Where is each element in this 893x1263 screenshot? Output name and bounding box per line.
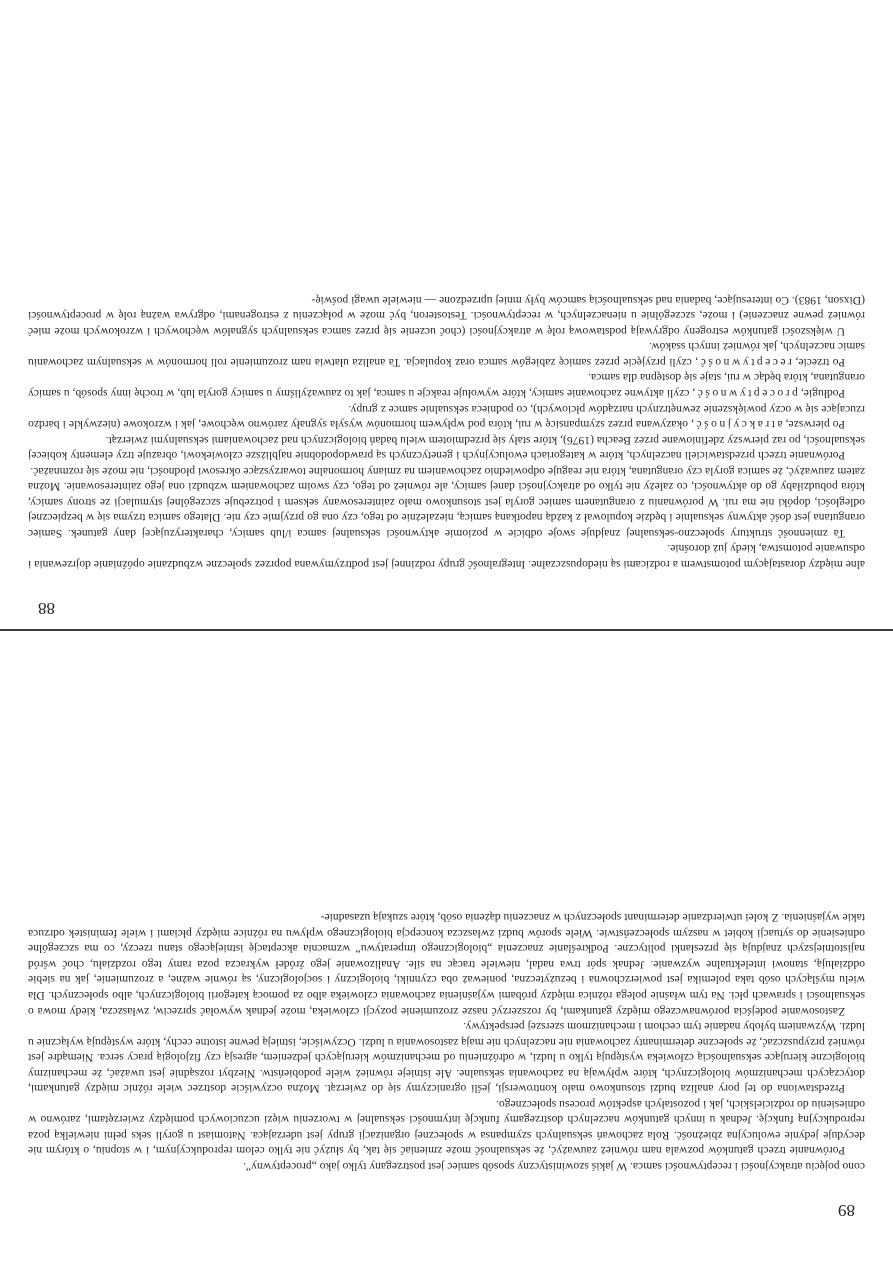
page-89 — [28, 642, 865, 1224]
paragraph — [28, 401, 865, 432]
paragraph: cono pojęciu atrakcyjności i receptywności samca. W jakiś szowinistyczny sposób samiec jest postrzegany tylko jako „proceptywny”. — [243, 1160, 865, 1173]
page-body-text — [28, 646, 865, 1174]
term-proceptywnosc: proceptywność — [695, 386, 798, 400]
paragraph-lead: Podługie, — [797, 386, 845, 400]
page-number: 88 — [38, 599, 55, 618]
paragraph-rest: , okazywana przez szympansicę w rui, która pod wpływem hormonów wysyła sygnały zarówno węchowe, jak i wzrokowe (niezwykle i bardzo rzucające się w oczy powiększenie zewnętrznych narządów płciowych), co podnieca seksualnie samce z grupy. — [28, 402, 865, 432]
term-receptywnosc: receptywność — [698, 355, 792, 369]
paragraph: U większości gatunków estrogeny odgrywają podstawową rolę w atrakcyjności (choć uczenie się przez samca seksualnych sygnałów węchowych i wzrokowych może mieć również pewne znaczenie) i może, szczególnie u nienaczelnych, w receptywności. Testosteron, być może w połączeniu z estrogenami, odgrywa ważną rolę w proceptywności (Dixson, 1983). Co interesujące, badania nad seksualnością samców były mniej uprzedzone — niewiele uwagi poświę- — [28, 293, 865, 338]
paragraph: Porównanie trzech gatunków pozwala nam również zauważyć, że seksualność może zmieniać się tak, by służyć nie tylko celom reprodukcyjnym, i w stopniu, o którym nie decyduje jedynie ewolucyjna zbieżność. Rola zachowań seksualnych szympansa w społecznej organizacji grupy jest uderzająca. Natomiast u goryli seks pełni niewielką poza reprodukcyjną funkcję. Jednak u innych gatunków naczelnych dostrzegamy funkcję intymności seksualnej w tworzeniu więzi uczuciowych pomiędzy zwierzętami, zarówno w odniesieniu do rodzicielskich, jak i pozostałych aspektów procesu społecznego. — [28, 1097, 865, 1158]
paragraph — [28, 339, 865, 370]
page-body-text — [28, 44, 865, 572]
term-atrakcyjnosc: atrakcyjność — [693, 418, 783, 432]
paragraph: Porównanie trzech przedstawicieli naczelnych, które w kategoriach ewolucyjnych i genetycznych są prawdopodobnie najbliższe człowiekowi, obrazuje trzy elementy kobiecej seksualności, po raz pierwszy zdefiniowane przez Beacha (1976), które stały się przedmiotem wielu badań biologicznych nad zachowaniami seksualnymi zwierząt. — [28, 433, 865, 463]
paragraph — [28, 370, 865, 401]
paragraph: Zastosowanie podejścia porównawczego między gatunkami, by rozszerzyć nasze zrozumienie pozycji człowieka, może jednak wywołać sprzeciw, zwłaszcza, kiedy mowa o seksualności i sprawach płci. Na tym właśnie polega różnica między próbami wyjaśnienia zachowania człowieka albo za pomocą kategorii biologicznych, albo społecznych. Dla wielu myślących osób taka polemika jest powierzchowna i bezużyteczna, ponieważ oba czynniki, biologiczny i socjologiczny, są równie ważne, a zrozumienie, jak na siebie oddziałują, stanowi intelektualne wyzwanie. Jednak spór trwa nadal, niewiele tracąc na sile. Analizowanie jego źródeł wykracza poza ramy tego rozdziału, choć wśród najistotniejszych znajdują się przesłanki polityczne. Podkreślanie znaczenia „biologicznego imperatywu” wzmacnia akceptację istniejącego stanu rzeczy, co ma szczególne odniesienie do sytuacji kobiet w naszym społeczeństwie. Wiele sporów budzi zwłaszcza koncepcja biologicznego wpływu na różnice między płciami i wiele feministek odrzuca takie wyjaśnienia. Z kolei utwierdzanie determinant społecznych w znaczeniu dążenia osób, które szukają uzasadnie- — [28, 911, 865, 1018]
paragraph-rest: , czyli aktywne zachowanie samicy, które wywołuje reakcje u samca, jak to zauważyliśmy u samicy goryla lub, w trochę inny sposób, u samicy orangutana, która będąc w rui, staje się dostępna dla samca. — [28, 371, 865, 400]
paragraph: alne między dorastającym potomstwem a rodzicami są niedopuszczalne. Integralność grupy rodzinnej jest podtrzymywana poprzez społeczne wzbudzanie opóźnianie dojrzewania i odsuwanie potomstwa, kiedy już dorośnie. — [28, 542, 865, 571]
paragraph: Ta zmienność struktury społeczno-seksualnej znajduje swoje odbicie w poziomie aktywności seksualnej samca i/lub samicy, charakteryzującej dany gatunek. Samiec orangutana jest dość aktywny seksualnie i będzie kopulował z każdą napotkaną samicą, niezależnie od tego, czy ona go przyjmie czy nie. Dlatego samica trzyma się w bezpiecznej odległości, dopóki nie ma rui. W porównaniu z orangutanem samiec goryla jest stosunkowo mało zainteresowany seksem i potrzebuje szczególnej stymulacji ze strony samicy, która pobudziłaby go do aktywności, co zależy nie tylko od atrakcyjności danej samicy, ale również od tego, czy swoim zachowaniem wzbudzi ona jego zainteresowanie. Można zatem zauważyć, że samica goryla czy orangutana, która nie reaguje odpowiednio zachowaniem na zmiany hormonalne towarzyszące okresowi płodności, nie może się rozmnażać. — [28, 464, 865, 540]
paragraph-lead: Po pierwsze, — [782, 418, 845, 432]
page-number: 89 — [838, 1201, 855, 1220]
paragraph-lead: Po trzecie, — [791, 355, 845, 369]
page-88 — [28, 40, 865, 622]
page-gutter-divider — [0, 629, 893, 631]
paragraph-rest: , czyli przyjęcie przez samicę zabiegów samca oraz kopulacja. Ta analiza ułatwia nam zrozumienie roli hormonów w seksualnym zachowaniu samic naczelnych, jak również innych ssaków. — [28, 340, 865, 369]
paragraph: Przedstawiona do tej pory analiza budzi stosunkowo mało kontrowersji, jeśli ograniczymy się do zwierząt. Można oczywiście dostrzec wiele różnic między gatunkami, dotyczących mechanizmów biologicznych, które wpływają na zachowania seksualne. Ale istnieje również wiele podobieństw. Niezbyt rozsądnie jest uważać, że mechanizmy biologiczne kierujące seksualnością człowieka występują tylko u ludzi, w odróżnieniu od mechanizmów kierujących jedzeniem, agresją czy fizjologią pracy serca. Niemądre jest również przypuszczać, że społeczne determinanty zachowania nie naczelnych nie mają zastosowania u ludzi. Oczywiście, istnieją pewne istotne cechy, które występują wyłącznie u ludzi. Wyzwaniem byłoby nadanie tym cechom i mechanizmom szerszej perspektywy. — [28, 1020, 865, 1096]
